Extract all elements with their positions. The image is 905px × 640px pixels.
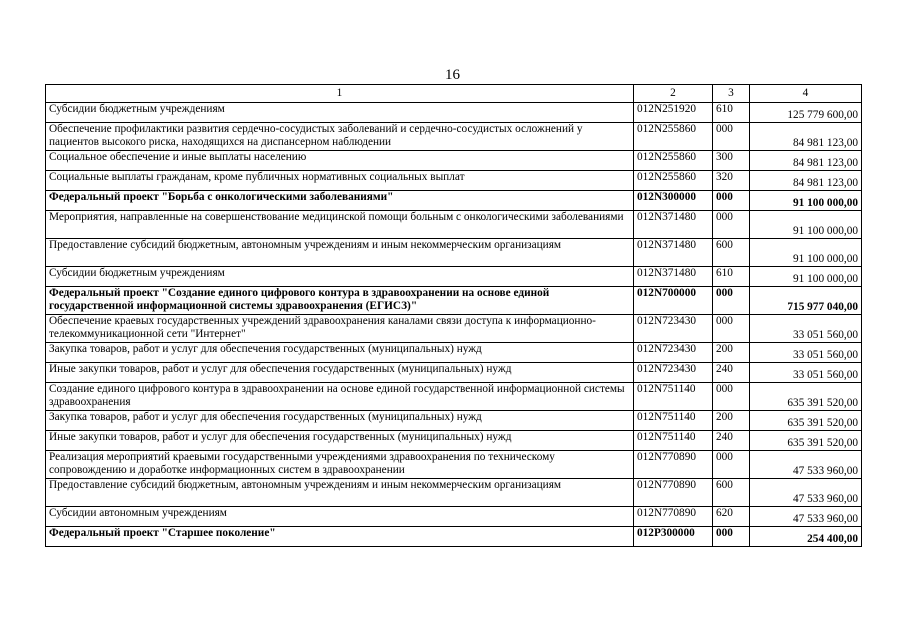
row-type-cell: 240 — [713, 431, 750, 451]
row-name-cell: Социальные выплаты гражданам, кроме публичных нормативных социальных выплат — [46, 171, 634, 191]
column-header-type: 3 — [713, 85, 750, 103]
row-type-cell: 000 — [713, 451, 750, 479]
row-amount-cell: 635 391 520,00 — [750, 431, 862, 451]
column-header-code: 2 — [634, 85, 713, 103]
table-row — [46, 191, 862, 211]
row-name-cell: Обеспечение краевых государственных учреждений здравоохранения каналами связи доступа к информационно-телекоммуникационной сети "Интернет" — [46, 315, 634, 343]
row-type-cell: 240 — [713, 363, 750, 383]
row-code-cell: 012N723430 — [634, 363, 713, 383]
row-amount-cell: 84 981 123,00 — [750, 171, 862, 191]
row-type-cell: 600 — [713, 239, 750, 267]
row-amount-cell: 635 391 520,00 — [750, 383, 862, 411]
row-amount-cell: 84 981 123,00 — [750, 123, 862, 151]
table-row — [46, 411, 862, 431]
row-name-cell: Предоставление субсидий бюджетным, автономным учреждениям и иным некоммерческим организациям — [46, 239, 634, 267]
table-row — [46, 343, 862, 363]
row-type-cell: 000 — [713, 287, 750, 315]
table-row — [46, 431, 862, 451]
row-name-cell: Субсидии бюджетным учреждениям — [46, 267, 634, 287]
row-name-cell: Федеральный проект "Создание единого цифрового контура в здравоохранении на основе единой государственной информационной системы здравоохранения (ЕГИСЗ)" — [46, 287, 634, 315]
row-type-cell: 620 — [713, 507, 750, 527]
row-name-cell: Обеспечение профилактики развития сердечно-сосудистых заболеваний и сердечно-сосудистых осложнений у пациентов высокого риска, находящихся на диспансерном наблюдении — [46, 123, 634, 151]
row-amount-cell: 33 051 560,00 — [750, 363, 862, 383]
row-type-cell: 000 — [713, 191, 750, 211]
row-code-cell: 012P300000 — [634, 527, 713, 547]
row-amount-cell: 47 533 960,00 — [750, 479, 862, 507]
row-code-cell: 012N371480 — [634, 239, 713, 267]
row-code-cell: 012N251920 — [634, 103, 713, 123]
row-type-cell: 600 — [713, 479, 750, 507]
table-row — [46, 451, 862, 479]
table-header-row — [46, 85, 862, 103]
row-name-cell: Субсидии бюджетным учреждениям — [46, 103, 634, 123]
row-name-cell: Федеральный проект "Старшее поколение" — [46, 527, 634, 547]
row-code-cell: 012N255860 — [634, 151, 713, 171]
row-amount-cell: 33 051 560,00 — [750, 343, 862, 363]
table-row — [46, 287, 862, 315]
row-name-cell: Субсидии автономным учреждениям — [46, 507, 634, 527]
column-header-amount: 4 — [750, 85, 862, 103]
row-code-cell: 012N751140 — [634, 383, 713, 411]
row-name-cell: Создание единого цифрового контура в здравоохранении на основе единой государственной информационной системы здравоохранения — [46, 383, 634, 411]
table-row — [46, 267, 862, 287]
row-code-cell: 012N371480 — [634, 267, 713, 287]
row-code-cell: 012N770890 — [634, 507, 713, 527]
table-row — [46, 211, 862, 239]
row-type-cell: 610 — [713, 103, 750, 123]
row-code-cell: 012N751140 — [634, 431, 713, 451]
table-row — [46, 123, 862, 151]
row-name-cell: Федеральный проект "Борьба с онкологическими заболеваниями" — [46, 191, 634, 211]
table-row — [46, 383, 862, 411]
table-row — [46, 479, 862, 507]
row-type-cell: 200 — [713, 343, 750, 363]
row-amount-cell: 84 981 123,00 — [750, 151, 862, 171]
row-type-cell: 320 — [713, 171, 750, 191]
table-row — [46, 239, 862, 267]
row-name-cell: Мероприятия, направленные на совершенствование медицинской помощи больным с онкологическими заболеваниями — [46, 211, 634, 239]
row-type-cell: 200 — [713, 411, 750, 431]
table-row — [46, 363, 862, 383]
row-type-cell: 000 — [713, 123, 750, 151]
row-type-cell: 000 — [713, 315, 750, 343]
row-code-cell: 012N255860 — [634, 171, 713, 191]
row-type-cell: 300 — [713, 151, 750, 171]
table-row — [46, 171, 862, 191]
row-code-cell: 012N723430 — [634, 343, 713, 363]
row-name-cell: Иные закупки товаров, работ и услуг для обеспечения государственных (муниципальных) нужд — [46, 431, 634, 451]
row-amount-cell: 715 977 040,00 — [750, 287, 862, 315]
row-type-cell: 000 — [713, 527, 750, 547]
row-name-cell: Иные закупки товаров, работ и услуг для обеспечения государственных (муниципальных) нужд — [46, 363, 634, 383]
page-number: 16 — [445, 67, 460, 83]
row-name-cell: Закупка товаров, работ и услуг для обеспечения государственных (муниципальных) нужд — [46, 343, 634, 363]
row-name-cell: Социальное обеспечение и иные выплаты населению — [46, 151, 634, 171]
row-name-cell: Предоставление субсидий бюджетным, автономным учреждениям и иным некоммерческим организациям — [46, 479, 634, 507]
row-amount-cell: 635 391 520,00 — [750, 411, 862, 431]
table-row — [46, 527, 862, 547]
row-type-cell: 610 — [713, 267, 750, 287]
table-row — [46, 315, 862, 343]
row-amount-cell: 254 400,00 — [750, 527, 862, 547]
row-amount-cell: 125 779 600,00 — [750, 103, 862, 123]
row-name-cell: Реализация мероприятий краевыми государственными учреждениями здравоохранения по техническому сопровождению и доработке информационных систем в здравоохранении — [46, 451, 634, 479]
row-amount-cell: 91 100 000,00 — [750, 191, 862, 211]
row-type-cell: 000 — [713, 211, 750, 239]
row-amount-cell: 91 100 000,00 — [750, 239, 862, 267]
column-header-name: 1 — [46, 85, 634, 103]
table-row — [46, 151, 862, 171]
row-amount-cell: 33 051 560,00 — [750, 315, 862, 343]
row-code-cell: 012N770890 — [634, 479, 713, 507]
budget-table — [45, 84, 862, 547]
row-code-cell: 012N371480 — [634, 211, 713, 239]
row-code-cell: 012N700000 — [634, 287, 713, 315]
row-name-cell: Закупка товаров, работ и услуг для обеспечения государственных (муниципальных) нужд — [46, 411, 634, 431]
row-code-cell: 012N255860 — [634, 123, 713, 151]
row-code-cell: 012N723430 — [634, 315, 713, 343]
row-type-cell: 000 — [713, 383, 750, 411]
row-amount-cell: 91 100 000,00 — [750, 267, 862, 287]
row-code-cell: 012N300000 — [634, 191, 713, 211]
row-code-cell: 012N770890 — [634, 451, 713, 479]
row-amount-cell: 91 100 000,00 — [750, 211, 862, 239]
table-row — [46, 103, 862, 123]
table-row — [46, 507, 862, 527]
row-amount-cell: 47 533 960,00 — [750, 507, 862, 527]
row-amount-cell: 47 533 960,00 — [750, 451, 862, 479]
row-code-cell: 012N751140 — [634, 411, 713, 431]
